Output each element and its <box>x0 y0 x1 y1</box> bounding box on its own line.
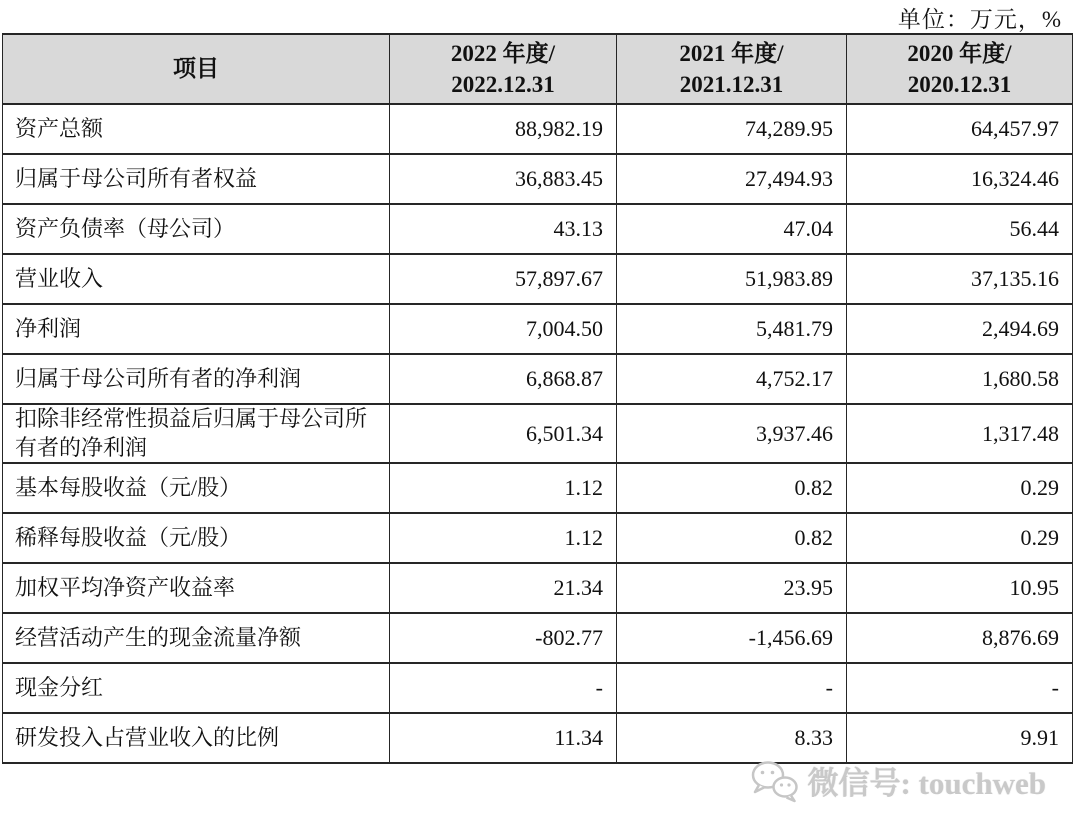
row-label: 资产负债率（母公司） <box>3 204 390 254</box>
table-row <box>3 563 1073 613</box>
value-2020: - <box>847 663 1073 713</box>
value-2021: 4,752.17 <box>617 354 847 404</box>
row-label: 资产总额 <box>3 104 390 154</box>
value-2021: 47.04 <box>617 204 847 254</box>
value-2020: 8,876.69 <box>847 613 1073 663</box>
value-2020: 0.29 <box>847 463 1073 513</box>
value-2021: 0.82 <box>617 463 847 513</box>
row-label: 归属于母公司所有者权益 <box>3 154 390 204</box>
row-label: 归属于母公司所有者的净利润 <box>3 354 390 404</box>
value-2022: 6,868.87 <box>390 354 617 404</box>
row-label: 扣除非经常性损益后归属于母公司所有者的净利润 <box>3 404 390 463</box>
table-row <box>3 354 1073 404</box>
row-label: 经营活动产生的现金流量净额 <box>3 613 390 663</box>
table-row <box>3 613 1073 663</box>
table-row <box>3 513 1073 563</box>
watermark <box>749 758 1046 803</box>
column-header-2021-line1: 2021 年度/ <box>679 40 784 66</box>
value-2021: -1,456.69 <box>617 613 847 663</box>
value-2022: 36,883.45 <box>390 154 617 204</box>
value-2021: 5,481.79 <box>617 304 847 354</box>
column-header-2022 <box>390 34 617 104</box>
value-2020: 16,324.46 <box>847 154 1073 204</box>
column-header-item <box>3 34 390 104</box>
table-row <box>3 713 1073 763</box>
value-2020: 1,680.58 <box>847 354 1073 404</box>
value-2021: 74,289.95 <box>617 104 847 154</box>
watermark-text: 微信号: touchweb <box>807 766 1046 801</box>
financial-summary-table <box>2 33 1073 764</box>
row-label: 研发投入占营业收入的比例 <box>3 713 390 763</box>
wechat-icon <box>749 759 799 803</box>
value-2021: 23.95 <box>617 563 847 613</box>
column-header-2020-line1: 2020 年度/ <box>907 40 1012 66</box>
table-row <box>3 254 1073 304</box>
row-label: 基本每股收益（元/股） <box>3 463 390 513</box>
row-label: 净利润 <box>3 304 390 354</box>
table-row <box>3 204 1073 254</box>
value-2022: 1.12 <box>390 513 617 563</box>
row-label: 现金分红 <box>3 663 390 713</box>
value-2022: 57,897.67 <box>390 254 617 304</box>
column-header-2020-line2: 2020.12.31 <box>907 72 1012 97</box>
value-2021: 51,983.89 <box>617 254 847 304</box>
value-2022: 21.34 <box>390 563 617 613</box>
row-label: 加权平均净资产收益率 <box>3 563 390 613</box>
table-row <box>3 154 1073 204</box>
column-header-2022-line2: 2022.12.31 <box>451 72 555 97</box>
value-2020: 56.44 <box>847 204 1073 254</box>
value-2022: 1.12 <box>390 463 617 513</box>
value-2020: 2,494.69 <box>847 304 1073 354</box>
value-2020: 64,457.97 <box>847 104 1073 154</box>
column-header-item-label: 项目 <box>173 56 219 82</box>
table-row <box>3 663 1073 713</box>
value-2022: 43.13 <box>390 204 617 254</box>
value-2022: 7,004.50 <box>390 304 617 354</box>
table-row <box>3 104 1073 154</box>
value-2021: 27,494.93 <box>617 154 847 204</box>
unit-label: 单位：万元，% <box>897 7 1062 32</box>
value-2022: - <box>390 663 617 713</box>
value-2021: 8.33 <box>617 713 847 763</box>
table-row <box>3 463 1073 513</box>
value-2022: 11.34 <box>390 713 617 763</box>
table-row <box>3 304 1073 354</box>
row-label: 营业收入 <box>3 254 390 304</box>
value-2022: -802.77 <box>390 613 617 663</box>
header-row <box>3 34 1073 104</box>
value-2020: 1,317.48 <box>847 404 1073 463</box>
column-header-2021-line2: 2021.12.31 <box>679 72 784 97</box>
column-header-2022-line1: 2022 年度/ <box>450 40 556 66</box>
value-2020: 0.29 <box>847 513 1073 563</box>
column-header-2021 <box>617 34 847 104</box>
value-2020: 37,135.16 <box>847 254 1073 304</box>
value-2020: 10.95 <box>847 563 1073 613</box>
value-2022: 88,982.19 <box>390 104 617 154</box>
column-header-2020 <box>847 34 1073 104</box>
value-2021: 0.82 <box>617 513 847 563</box>
row-label: 稀释每股收益（元/股） <box>3 513 390 563</box>
value-2022: 6,501.34 <box>390 404 617 463</box>
value-2020: 9.91 <box>847 713 1073 763</box>
table-row <box>3 404 1073 463</box>
value-2021: 3,937.46 <box>617 404 847 463</box>
value-2021: - <box>617 663 847 713</box>
